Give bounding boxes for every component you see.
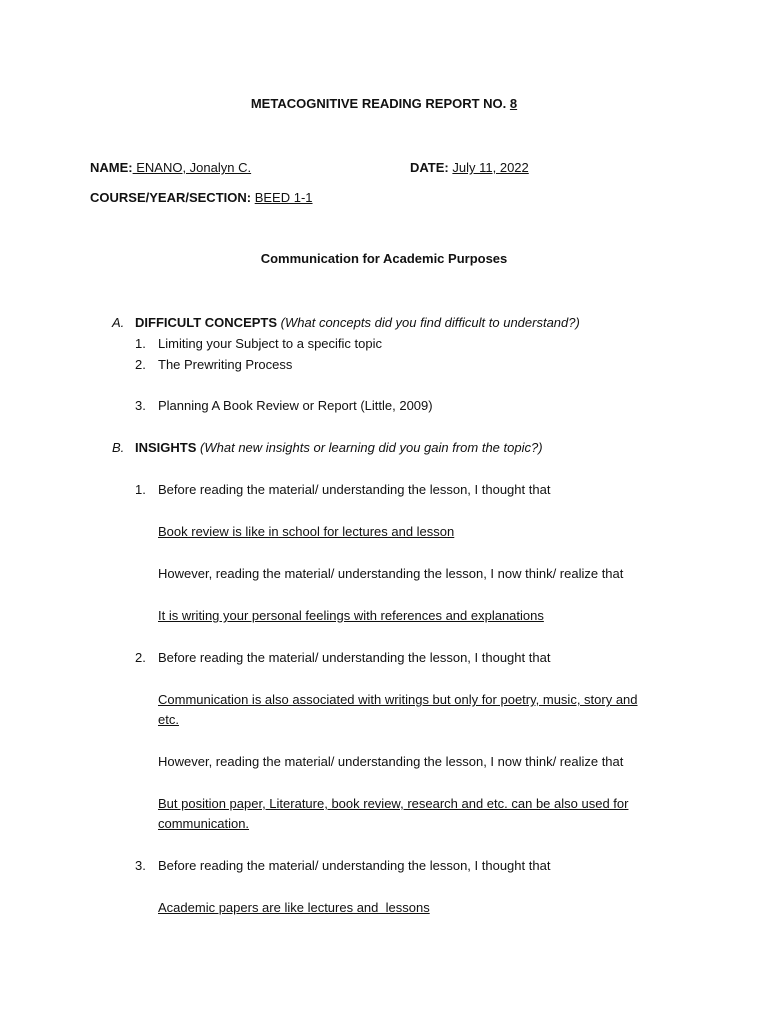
insight-before-prompt: Before reading the material/ understanding the lesson, I thought that — [158, 650, 551, 665]
insight-before-answer-line1: Communication is also associated with writings but only for poetry, music, story and — [158, 692, 638, 707]
section-b-header — [135, 440, 543, 456]
list-item-number: 1. — [135, 336, 146, 351]
list-item-number: 3. — [135, 398, 146, 413]
report-title-text: METACOGNITIVE READING REPORT NO. — [250, 96, 510, 111]
insight-after-answer-line2: communication. — [158, 816, 250, 831]
section-a-marker: A. — [112, 315, 125, 330]
name-row — [90, 160, 251, 176]
insight-after-answer: It is writing your personal feelings with references and explanations — [158, 608, 544, 623]
report-number: 8 — [509, 96, 518, 111]
section-b-prompt: (What new insights or learning did you gain from the topic?) — [200, 440, 543, 455]
course-value: BEED 1-1 — [254, 190, 313, 205]
date-value: July 11, 2022 — [452, 160, 529, 175]
insight-after-answer-line1: But position paper, Literature, book review, research and etc. can be also used for — [158, 796, 629, 811]
report-title — [0, 96, 768, 112]
insight-before-answer-line2: etc. — [158, 712, 179, 727]
date-label: DATE: — [410, 160, 449, 175]
insight-number: 1. — [135, 482, 146, 497]
list-item-number: 2. — [135, 357, 146, 372]
section-a-prompt: (What concepts did you find difficult to understand?) — [280, 315, 580, 330]
name-value: ENANO, Jonalyn C. — [132, 160, 252, 175]
name-label: NAME: — [90, 160, 133, 175]
insight-number: 2. — [135, 650, 146, 665]
insight-before-prompt: Before reading the material/ understanding the lesson, I thought that — [158, 482, 551, 497]
insight-number: 3. — [135, 858, 146, 873]
list-item: Planning A Book Review or Report (Little, 2009) — [158, 398, 433, 413]
insight-before-prompt: Before reading the material/ understanding the lesson, I thought that — [158, 858, 551, 873]
subject-heading: Communication for Academic Purposes — [260, 251, 508, 266]
course-label: COURSE/YEAR/SECTION: — [90, 190, 252, 205]
section-a-heading: DIFFICULT CONCEPTS — [135, 315, 278, 330]
insight-after-prompt: However, reading the material/ understanding the lesson, I now think/ realize that — [158, 566, 624, 581]
insight-before-answer: Academic papers are like lectures and lessons — [158, 900, 430, 915]
list-item: The Prewriting Process — [158, 357, 293, 372]
section-a-header — [135, 315, 580, 331]
list-item: Limiting your Subject to a specific topic — [158, 336, 382, 351]
date-row — [410, 160, 529, 176]
insight-after-prompt: However, reading the material/ understanding the lesson, I now think/ realize that — [158, 754, 624, 769]
section-b-heading: INSIGHTS — [135, 440, 197, 455]
insight-before-answer: Book review is like in school for lectures and lesson — [158, 524, 455, 539]
course-row — [90, 190, 313, 206]
section-b-marker: B. — [112, 440, 125, 455]
